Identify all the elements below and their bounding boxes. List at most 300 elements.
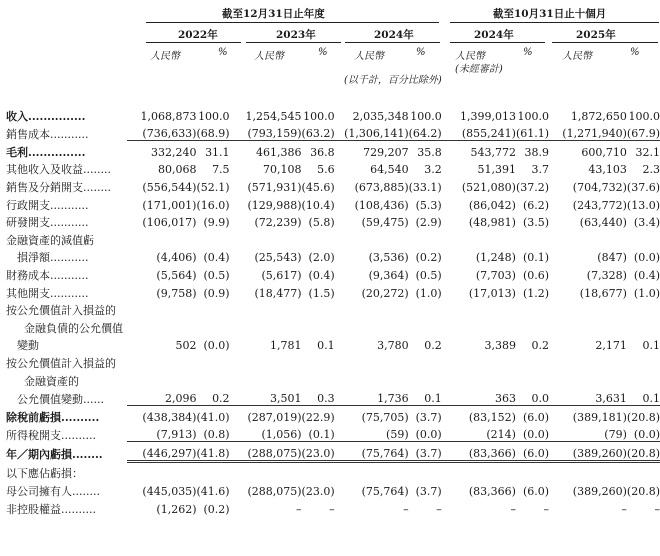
- percent-cell: 32.1: [627, 141, 660, 159]
- percent-cell: 0.1: [642, 339, 660, 353]
- percent-cell: [409, 300, 442, 318]
- rmb-label: 人民幣: [562, 51, 592, 62]
- ten-month-rule: [450, 22, 659, 23]
- amount-cell: (72,239): [254, 216, 302, 230]
- percent-cell: –: [436, 502, 442, 516]
- row-label: 年／期內虧損: [6, 448, 72, 462]
- row-label-cell: [6, 194, 127, 212]
- percent-cell: [302, 352, 335, 370]
- percent-cell: (5.3): [415, 198, 442, 212]
- amount-cell: (855,241): [461, 127, 516, 141]
- amount-cell: –: [621, 502, 627, 516]
- percent-cell: 0.1: [424, 392, 442, 406]
- year-2024-rule: [345, 42, 440, 43]
- amount-cell: [335, 461, 409, 480]
- amount-cell: (1,248): [475, 251, 516, 265]
- row-label-cell: [6, 335, 127, 353]
- percent-cell: 0.0: [531, 392, 550, 406]
- row-label: 金融負債的公允價值: [24, 321, 123, 335]
- amount-cell: [442, 317, 516, 335]
- amount-cell: [442, 370, 516, 388]
- row-leader-dots: ........: [72, 448, 103, 462]
- amount-cell: [442, 229, 516, 247]
- amount-cell: (59): [386, 428, 409, 442]
- amount-cell: [127, 317, 197, 335]
- row-label: 公允價值變動: [17, 392, 83, 406]
- percent-cell: (52.1): [196, 180, 230, 194]
- amount-cell: 3,501: [270, 392, 302, 406]
- unit-note: (以千計，百分比除外): [344, 75, 442, 86]
- percent-cell: (20.8): [627, 406, 660, 424]
- amount-cell: –: [403, 502, 409, 516]
- percent-cell: (64.2): [408, 127, 442, 141]
- amount-cell: (106,017): [142, 216, 197, 230]
- amount-cell: (389,181): [549, 406, 627, 424]
- percent-cell: 100.0: [198, 109, 230, 123]
- percent-cell: (5.8): [308, 216, 335, 230]
- row-label-cell: [6, 480, 127, 498]
- amount-cell: (9,758): [156, 286, 197, 300]
- amount-cell: (5,617): [261, 268, 302, 282]
- percent-cell: 5.6: [317, 163, 335, 177]
- amount-cell: (18,677): [579, 286, 627, 300]
- row-label-cell: [6, 229, 127, 247]
- amount-cell: (18,477): [254, 286, 302, 300]
- amount-cell: [230, 370, 302, 388]
- percent-cell: 2.3: [642, 163, 660, 177]
- row-label-cell: [6, 141, 127, 159]
- row-label: 研發開支: [6, 216, 50, 230]
- row-label: 金融資產的減值虧: [6, 233, 94, 247]
- percent-cell: (3.4): [633, 216, 660, 230]
- table-row: [6, 194, 660, 212]
- amount-cell: [335, 352, 409, 370]
- amount-cell: (25,543): [254, 251, 302, 265]
- year-2024: 2024年: [374, 29, 414, 41]
- percent-cell: [409, 370, 442, 388]
- ten-month-header: 截至10月31日止十個月: [493, 8, 607, 20]
- row-label: 以下應佔虧損：: [6, 467, 83, 481]
- rmb-label: 人民幣: [354, 51, 384, 62]
- amount-cell: (1,056): [261, 428, 302, 442]
- percent-cell: [627, 317, 660, 335]
- percent-cell: (20.8): [626, 485, 660, 499]
- percent-cell: [196, 352, 229, 370]
- percent-cell: 35.8: [409, 141, 442, 159]
- row-leader-dots: ........: [72, 485, 100, 499]
- amount-cell: [335, 300, 409, 318]
- amount-cell: (571,931): [247, 180, 302, 194]
- year-2024-ytd: 2024年: [474, 29, 514, 41]
- amount-cell: [442, 352, 516, 370]
- row-label: 銷售及分銷開支: [6, 180, 83, 194]
- amount-cell: (438,384): [127, 406, 197, 424]
- percent-cell: 38.9: [516, 141, 549, 159]
- percent-cell: –: [654, 502, 660, 516]
- percent-cell: (10.4): [301, 198, 335, 212]
- percent-cell: (0.0): [633, 428, 660, 442]
- amount-cell: [549, 461, 627, 480]
- percent-cell: 0.3: [317, 392, 335, 406]
- amount-cell: [230, 229, 302, 247]
- amount-cell: [230, 300, 302, 318]
- amount-cell: [335, 317, 409, 335]
- percent-cell: (0.0): [203, 339, 230, 353]
- row-label-cell: [6, 442, 127, 462]
- rmb-label: 人民幣: [150, 51, 180, 62]
- row-label: 其他收入及收益: [6, 163, 83, 177]
- amount-cell: (59,475): [361, 216, 409, 230]
- fiscal-year-rule: [146, 22, 439, 23]
- percent-cell: (41.0): [196, 406, 229, 424]
- percent-cell: [302, 370, 335, 388]
- row-label-cell: [6, 123, 127, 141]
- amount-cell: (847): [597, 251, 627, 265]
- rmb-label: 人民幣: [254, 51, 284, 62]
- row-label-cell: [6, 461, 127, 480]
- row-leader-dots: ...........: [50, 198, 89, 212]
- table-row: [6, 141, 660, 159]
- row-leader-dots: ...............: [28, 145, 86, 159]
- row-label-cell: [6, 370, 127, 388]
- percent-cell: 3.7: [531, 163, 550, 177]
- row-label-cell: [6, 498, 127, 516]
- row-label: 按公允價值計入損益的: [6, 304, 116, 318]
- table-row: [6, 212, 660, 230]
- amount-cell: (1,306,141): [344, 127, 409, 141]
- row-leader-dots: ......: [83, 392, 104, 406]
- amount-cell: (1,262): [156, 502, 197, 516]
- amount-cell: (83,366): [468, 485, 516, 499]
- table-row: [6, 498, 660, 516]
- table-row: [6, 317, 660, 335]
- percent-cell: (6.0): [522, 485, 550, 499]
- row-label-cell: [6, 352, 127, 370]
- percent-cell: (0.1): [308, 428, 335, 442]
- row-label: 非控股權益: [6, 502, 61, 516]
- percent-cell: –: [543, 502, 550, 516]
- percent-cell: (23.0): [302, 442, 335, 462]
- amount-cell: (556,544): [142, 180, 197, 194]
- row-label-cell: [6, 317, 127, 335]
- amount-cell: [127, 352, 197, 370]
- percent-cell: [409, 461, 442, 480]
- percent-cell: (3.7): [415, 485, 442, 499]
- amount-cell: (793,159): [247, 127, 302, 141]
- amount-cell: 1,781: [270, 339, 302, 353]
- percent-cell: (9.9): [203, 216, 230, 230]
- amount-cell: 70,108: [263, 163, 302, 177]
- amount-cell: (108,436): [354, 198, 409, 212]
- percent-cell: [516, 352, 549, 370]
- amount-cell: (445,035): [142, 485, 197, 499]
- percent-cell: 7.5: [212, 163, 230, 177]
- percent-cell: (1.2): [522, 286, 550, 300]
- percent-cell: [196, 370, 229, 388]
- percent-cell: [409, 317, 442, 335]
- amount-cell: (288,075): [247, 485, 302, 499]
- percent-cell: [196, 300, 229, 318]
- percent-cell: [627, 461, 660, 480]
- percent-cell: [627, 300, 660, 318]
- amount-cell: (389,260): [572, 485, 627, 499]
- percent-cell: [409, 229, 442, 247]
- percent-cell: 100.0: [410, 109, 442, 123]
- row-label: 其他開支: [6, 286, 50, 300]
- amount-cell: 502: [175, 339, 197, 353]
- percent-cell: [627, 352, 660, 370]
- amount-cell: (63,440): [579, 216, 627, 230]
- percent-cell: (0.8): [203, 428, 230, 442]
- percent-cell: (23.0): [301, 485, 335, 499]
- row-label: 金融資產的: [24, 374, 79, 388]
- amount-cell: (83,152): [442, 406, 516, 424]
- amount-cell: (9,364): [368, 268, 409, 282]
- percent-cell: (41.8): [196, 442, 229, 462]
- row-label-cell: [6, 176, 127, 194]
- amount-cell: [335, 229, 409, 247]
- amount-cell: 1,872,650: [570, 109, 627, 123]
- row-label-cell: [6, 300, 127, 318]
- percent-cell: 100.0: [628, 109, 660, 123]
- percent-cell: (6.0): [516, 442, 549, 462]
- table-row: [6, 123, 660, 141]
- percent-cell: (0.6): [522, 268, 550, 282]
- amount-cell: [549, 300, 627, 318]
- amount-cell: 543,772: [442, 141, 516, 159]
- amount-cell: (129,988): [247, 198, 302, 212]
- row-leader-dots: ...........: [50, 251, 89, 265]
- amount-cell: 43,103: [588, 163, 627, 177]
- percent-cell: (0.4): [308, 268, 335, 282]
- row-label: 除稅前虧損: [6, 410, 61, 424]
- amount-cell: (83,366): [442, 442, 516, 462]
- amount-cell: (86,042): [468, 198, 516, 212]
- row-leader-dots: ........: [83, 163, 111, 177]
- percent-cell: (0.0): [633, 251, 660, 265]
- amount-cell: [442, 300, 516, 318]
- percent-cell: (37.2): [515, 180, 550, 194]
- table-row: [6, 159, 660, 177]
- row-label-cell: [6, 406, 127, 424]
- table-row: [6, 105, 660, 123]
- row-label-cell: [6, 424, 127, 442]
- amount-cell: (75,705): [335, 406, 409, 424]
- percent-cell: (2.9): [415, 216, 442, 230]
- amount-cell: (389,260): [549, 442, 627, 462]
- table-row: [6, 406, 660, 424]
- table-row: [6, 176, 660, 194]
- row-label-cell: [6, 388, 127, 406]
- percent-cell: (0.5): [203, 268, 230, 282]
- pct-label: %: [523, 47, 533, 58]
- row-leader-dots: ...........: [50, 286, 89, 300]
- percent-cell: (20.8): [627, 442, 660, 462]
- row-label: 行政開支: [6, 198, 50, 212]
- amount-cell: 3,780: [377, 339, 409, 353]
- amount-cell: (5,564): [156, 268, 197, 282]
- percent-cell: (45.6): [301, 180, 335, 194]
- row-leader-dots: ..........: [61, 502, 96, 516]
- percent-cell: [302, 229, 335, 247]
- row-label-cell: [6, 159, 127, 177]
- percent-cell: (1.0): [415, 286, 442, 300]
- amount-cell: (287,019): [230, 406, 302, 424]
- amount-cell: [549, 352, 627, 370]
- amount-cell: (48,981): [468, 216, 516, 230]
- amount-cell: (79): [604, 428, 627, 442]
- row-leader-dots: ........: [83, 180, 111, 194]
- year-2025-ytd: 2025年: [576, 29, 616, 41]
- amount-cell: 3,631: [595, 392, 627, 406]
- row-label: 毛利: [6, 145, 28, 159]
- percent-cell: (0.2): [203, 502, 230, 516]
- amount-cell: 600,710: [549, 141, 627, 159]
- amount-cell: 2,035,348: [352, 109, 409, 123]
- amount-cell: [127, 370, 197, 388]
- amount-cell: (673,885): [354, 180, 409, 194]
- table-row: [6, 264, 660, 282]
- amount-cell: 3,389: [484, 339, 516, 353]
- row-leader-dots: ..........: [61, 428, 96, 442]
- row-label-cell: [6, 247, 127, 265]
- row-label: 所得稅開支: [6, 428, 61, 442]
- amount-cell: 1,399,013: [459, 109, 516, 123]
- percent-cell: [516, 317, 549, 335]
- amount-cell: [127, 229, 197, 247]
- percent-cell: (0.4): [633, 268, 660, 282]
- percent-cell: 0.2: [531, 339, 550, 353]
- percent-cell: (3.7): [409, 442, 442, 462]
- percent-cell: (1.5): [308, 286, 335, 300]
- percent-cell: (3.5): [522, 216, 550, 230]
- percent-cell: [302, 300, 335, 318]
- percent-cell: 100.0: [303, 109, 335, 123]
- percent-cell: [409, 352, 442, 370]
- amount-cell: 1,736: [377, 392, 409, 406]
- percent-cell: [196, 461, 229, 480]
- amount-cell: 461,386: [230, 141, 302, 159]
- percent-cell: (0.9): [203, 286, 230, 300]
- amount-cell: –: [296, 502, 302, 516]
- pct-label: %: [630, 47, 640, 58]
- year-2023-rule: [246, 42, 341, 43]
- income-statement-table: [6, 105, 660, 516]
- rmb-label: 人民幣: [455, 51, 485, 62]
- row-leader-dots: ..........: [61, 410, 100, 424]
- table-row: [6, 442, 660, 462]
- table-row: [6, 370, 660, 388]
- amount-cell: [127, 461, 197, 480]
- table-row: [6, 300, 660, 318]
- row-label-cell: [6, 282, 127, 300]
- amount-cell: (7,703): [475, 268, 516, 282]
- percent-cell: (0.2): [415, 251, 442, 265]
- row-label-cell: [6, 105, 127, 123]
- year-2024-ytd-rule: [450, 42, 545, 43]
- percent-cell: (37.6): [626, 180, 660, 194]
- amount-cell: 332,240: [127, 141, 197, 159]
- amount-cell: (20,272): [361, 286, 409, 300]
- percent-cell: 36.8: [302, 141, 335, 159]
- amount-cell: [549, 229, 627, 247]
- amount-cell: (736,633): [142, 127, 197, 141]
- percent-cell: (0.4): [203, 251, 230, 265]
- amount-cell: (7,328): [586, 268, 627, 282]
- row-label: 損淨額: [17, 251, 50, 265]
- percent-cell: (6.2): [522, 198, 550, 212]
- percent-cell: [196, 229, 229, 247]
- amount-cell: [230, 461, 302, 480]
- percent-cell: 0.2: [424, 339, 442, 353]
- amount-cell: (4,406): [156, 251, 197, 265]
- percent-cell: (6.0): [516, 406, 549, 424]
- amount-cell: 80,068: [157, 163, 197, 177]
- amount-cell: 51,391: [477, 163, 516, 177]
- row-leader-dots: ...........: [50, 127, 89, 141]
- row-leader-dots: ...........: [50, 216, 89, 230]
- amount-cell: 729,207: [335, 141, 409, 159]
- amount-cell: (214): [486, 428, 516, 442]
- fiscal-year-header: 截至12月31日止年度: [222, 8, 325, 20]
- percent-cell: (0.5): [415, 268, 442, 282]
- row-label: 收入: [6, 109, 28, 123]
- amount-cell: [230, 352, 302, 370]
- table-row: [6, 229, 660, 247]
- percent-cell: [516, 461, 549, 480]
- pct-label: %: [318, 47, 328, 58]
- amount-cell: –: [510, 502, 516, 516]
- pct-label: %: [218, 47, 228, 58]
- row-leader-dots: ...........: [50, 268, 89, 282]
- percent-cell: (41.6): [196, 485, 230, 499]
- percent-cell: (0.0): [522, 428, 550, 442]
- row-label: 按公允價值計入損益的: [6, 356, 116, 370]
- percent-cell: –: [329, 502, 335, 516]
- unaudited-note: (未經審計): [455, 64, 503, 75]
- percent-cell: (3.7): [409, 406, 442, 424]
- percent-cell: (67.9): [626, 127, 660, 141]
- amount-cell: [335, 370, 409, 388]
- year-2022: 2022年: [178, 29, 218, 41]
- percent-cell: (16.0): [196, 198, 230, 212]
- percent-cell: (61.1): [515, 127, 550, 141]
- percent-cell: (1.0): [633, 286, 660, 300]
- amount-cell: 2,096: [164, 392, 197, 406]
- year-2022-rule: [146, 42, 241, 43]
- percent-cell: [516, 370, 549, 388]
- amount-cell: [442, 461, 516, 480]
- amount-cell: 2,171: [595, 339, 627, 353]
- year-2023: 2023年: [276, 29, 316, 41]
- percent-cell: 31.1: [196, 141, 229, 159]
- year-2025-ytd-rule: [552, 42, 658, 43]
- percent-cell: [627, 229, 660, 247]
- amount-cell: (171,001): [142, 198, 197, 212]
- row-label: 財務成本: [6, 268, 50, 282]
- percent-cell: (0.0): [415, 428, 442, 442]
- percent-cell: (13.0): [626, 198, 660, 212]
- percent-cell: (2.0): [308, 251, 335, 265]
- amount-cell: 363: [494, 392, 516, 406]
- amount-cell: (288,075): [230, 442, 302, 462]
- amount-cell: (7,913): [156, 428, 197, 442]
- row-label: 銷售成本: [6, 127, 50, 141]
- percent-cell: 0.1: [642, 392, 660, 406]
- amount-cell: (704,732): [572, 180, 627, 194]
- table-row: [6, 335, 660, 353]
- amount-cell: (17,013): [468, 286, 516, 300]
